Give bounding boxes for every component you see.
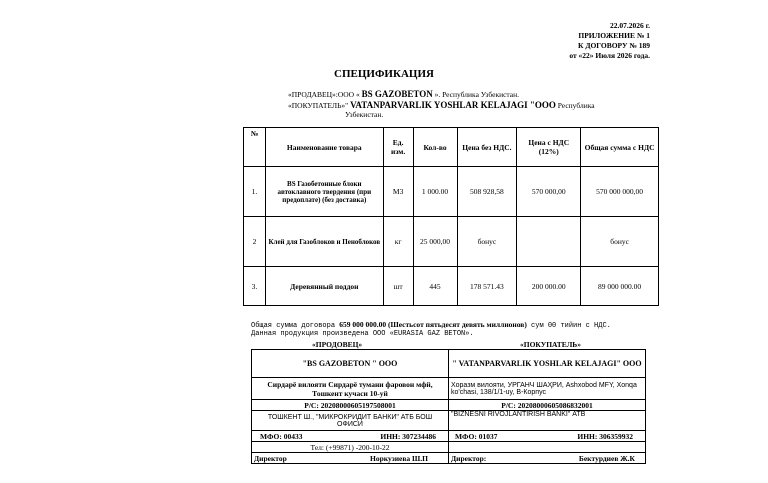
cell-price: бонус xyxy=(457,217,517,267)
seller-suffix: ». Республика Узбекистан. xyxy=(432,90,520,99)
buyer-codes xyxy=(449,431,646,442)
cell-total: бонус xyxy=(581,217,659,267)
table-header-row xyxy=(244,128,659,167)
col-header-name: Наименование товара xyxy=(265,128,383,167)
table-row xyxy=(244,217,659,267)
buyer-company: " VATANPARVARLIK YOSHLAR KELAJAGI" ООО xyxy=(449,350,646,378)
cell-unit: М3 xyxy=(383,167,413,217)
buyer-director-row xyxy=(449,453,646,464)
signature-table xyxy=(251,349,646,464)
cell-total: 89 000 000.00 xyxy=(581,267,659,306)
cell-number: 3. xyxy=(244,267,266,306)
seller-director-name: Норкузиева Ш.П xyxy=(369,453,428,463)
col-header-unit: Ед. изм. xyxy=(383,128,413,167)
cell-price-vat: 570 000,00 xyxy=(517,167,581,217)
buyer-address: Хоразм вилояти, УРГАНЧ ШАҲРИ, Ashxobod MFY, Xonqa ko'chasi, 138/1/1-uy, В-Корпус xyxy=(449,378,646,400)
seller-phone: Тел: (+99871) -200-10-22 xyxy=(252,442,449,453)
summary-amount: 659 000 000.00 (Шестьсот пятьдесят девять миллионов) xyxy=(339,320,527,329)
total-summary xyxy=(251,320,611,330)
seller-codes xyxy=(252,431,449,442)
seller-line xyxy=(288,89,519,99)
cell-qty: 25 000,00 xyxy=(413,217,457,267)
cell-price: 508 928,58 xyxy=(457,167,517,217)
cell-unit: шт xyxy=(383,267,413,306)
seller-inn: ИНН: 307234486 xyxy=(380,431,436,441)
contract-number: К ДОГОВОРУ № 189 xyxy=(578,41,650,50)
buyer-name: VATANPARVARLIK YOSHLAR KELAJAGI "ООО xyxy=(350,100,556,110)
col-header-total: Общая сумма с НДС xyxy=(581,128,659,167)
buyer-suffix: Республика xyxy=(555,101,595,110)
buyer-bank: "BIZNESNI RIVOJLANTIRISH BANKI" АТВ xyxy=(449,411,646,431)
buyer-line xyxy=(288,100,595,110)
producer-note: Данная продукция произведена ООО «EURASIA GAZ BETON». xyxy=(251,330,474,338)
col-header-number: № xyxy=(244,128,266,167)
buyer-mfo: МФО: 01037 xyxy=(455,431,498,441)
summary-prefix: Общая сумма договора xyxy=(251,322,340,330)
table-row xyxy=(244,167,659,217)
col-header-price-vat: Цена с НДС (12%) xyxy=(517,128,581,167)
contract-date: от «22» Июля 2026 года. xyxy=(569,51,650,60)
seller-name: BS GAZOBETON xyxy=(361,89,433,99)
summary-suffix: сум 00 тийин с НДС. xyxy=(526,322,611,330)
buyer-inn: ИНН: 306359932 xyxy=(577,431,633,441)
buyer-director-label: Директор: xyxy=(451,453,487,463)
cell-qty: 445 xyxy=(413,267,457,306)
cell-name: Клей для Газоблоков и Пеноблоков xyxy=(265,217,383,267)
cell-price: 178 571.43 xyxy=(457,267,517,306)
col-header-price: Цена без НДС. xyxy=(457,128,517,167)
cell-qty: 1 000.00 xyxy=(413,167,457,217)
buyer-account: Р/С: 20208000605086832001 xyxy=(449,400,646,411)
seller-director-row xyxy=(252,453,449,464)
page-title: СПЕЦИФИКАЦИЯ xyxy=(334,68,434,80)
seller-mfo: МФО: 00433 xyxy=(260,431,303,441)
seller-company: "BS GAZOBETON " ООО xyxy=(252,350,449,378)
buyer-prefix: «ПОКУПАТЕЛЬ»" xyxy=(288,101,351,110)
cell-price-vat: 200 000.00 xyxy=(517,267,581,306)
cell-unit: кг xyxy=(383,217,413,267)
seller-account: Р/С: 20208000605197508001 xyxy=(252,400,449,411)
document-date: 22.07.2026 г. xyxy=(609,21,650,30)
specification-table xyxy=(243,127,659,306)
cell-number: 2 xyxy=(244,217,266,267)
buyer-phone-empty xyxy=(449,442,646,453)
buyer-line-2: Узбекистан. xyxy=(345,110,384,119)
cell-total: 570 000 000,00 xyxy=(581,167,659,217)
table-row xyxy=(244,267,659,306)
cell-price-vat xyxy=(517,217,581,267)
seller-director-label: Директор xyxy=(254,453,287,463)
cell-name: BS Газобетонные блоки автоклавного твердения (при предоплате) (без доставка) xyxy=(265,167,383,217)
col-header-qty: Кол-во xyxy=(413,128,457,167)
seller-label: «ПРОДОВЕЦ» xyxy=(312,340,363,349)
seller-bank: ТОШКЕНТ Ш., "МИКРОКРИДИТ БАНКИ" АТБ БОШ ОФИСИ xyxy=(252,411,449,431)
seller-prefix: «ПРОДАВЕЦ»:ООО « xyxy=(288,90,362,99)
cell-number: 1. xyxy=(244,167,266,217)
seller-address: Сирдарё вилояти Сирдарё тумани фаровон мфй, Тошкент кучаси 10-уй xyxy=(252,378,449,400)
appendix-number: ПРИЛОЖЕНИЕ № 1 xyxy=(578,31,650,40)
cell-name: Деревянный поддон xyxy=(265,267,383,306)
buyer-label: «ПОКУПАТЕЛЬ» xyxy=(520,340,582,349)
buyer-director-name: Бектурдиев Ж.К xyxy=(578,453,635,463)
